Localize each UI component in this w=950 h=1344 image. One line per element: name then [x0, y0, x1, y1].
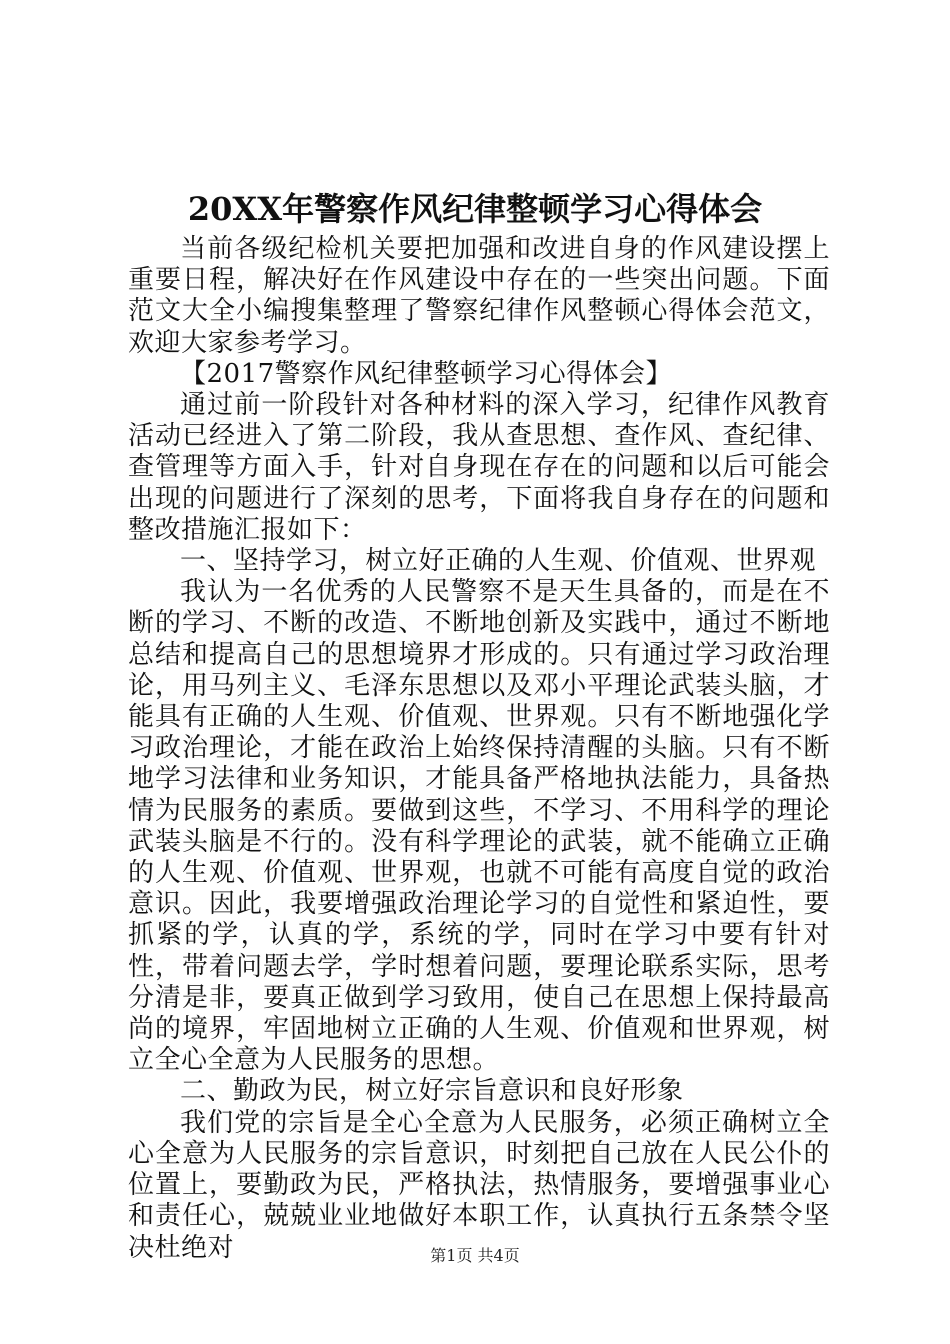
page-footer: 第1页 共4页: [430, 1246, 520, 1265]
section-heading-2017: 【2017警察作风纪律整顿学习心得体会】: [180, 358, 673, 389]
body-paragraph: 我认为一名优秀的人民警察不是天生具备的，而是在不断的学习、不断的改造、不断地创新及实践中，通过不断地总结和提高自己的思想境界才形成的。只有通过学习政治理论，用马列主义、毛泽东思想以及邓小平理论武装头脑，才能具有正确的人生观、价值观、世界观。只有不断地强化学习政治理论，才能在政治上始终保持清醒的头脑。只有不断地学习法律和业务知识，才能具备严格地执法能力，具备热情为民服务的素质。要做到这些，不学习、不用科学的理论武装头脑是不行的。没有科学理论的武装，就不能确立正确的人生观、价值观、世界观，也就不可能有高度自觉的政治意识。因此，我要增强政治理论学习的自觉性和紧迫性，要抓紧的学，认真的学，系统的学，同时在学习中要有针对性，带着问题去学，学时想着问题，要理论联系实际，思考分清是非，要真正做到学习致用，使自己在思想上保持最高尚的境界，牢固地树立正确的人生观、价值观和世界观，树立全心全意为人民服务的思想。: [128, 577, 830, 1076]
body-paragraph: 通过前一阶段针对各种材料的深入学习，纪律作风教育活动已经进入了第二阶段，我从查思想、查作风、查纪律、查管理等方面入手，针对自身现在存在的问题和以后可能会出现的问题进行了深刻的思考，下面将我自身存在的问题和整改措施汇报如下：: [128, 390, 830, 545]
document-body: [128, 234, 830, 1264]
section-heading-2: 二、勤政为民，树立好宗旨意识和良好形象: [180, 1076, 684, 1107]
section-heading-1: 一、坚持学习，树立好正确的人生观、价值观、世界观: [180, 546, 817, 577]
body-paragraph: 我们党的宗旨是全心全意为人民服务，必须正确树立全心全意为人民服务的宗旨意识，时刻把自己放在人民公仆的位置上，要勤政为民，严格执法，热情服务，要增强事业心和责任心，兢兢业业地做好本职工作，认真执行五条禁令坚决杜绝对: [128, 1107, 830, 1263]
intro-paragraph: 当前各级纪检机关要把加强和改进自身的作风建设摆上重要日程，解决好在作风建设中存在的一些突出问题。下面范文大全小编搜集整理了警察纪律作风整顿心得体会范文，欢迎大家参考学习。: [128, 234, 830, 358]
page-title: 20XX年警察作风纪律整顿学习心得体会: [187, 190, 763, 228]
